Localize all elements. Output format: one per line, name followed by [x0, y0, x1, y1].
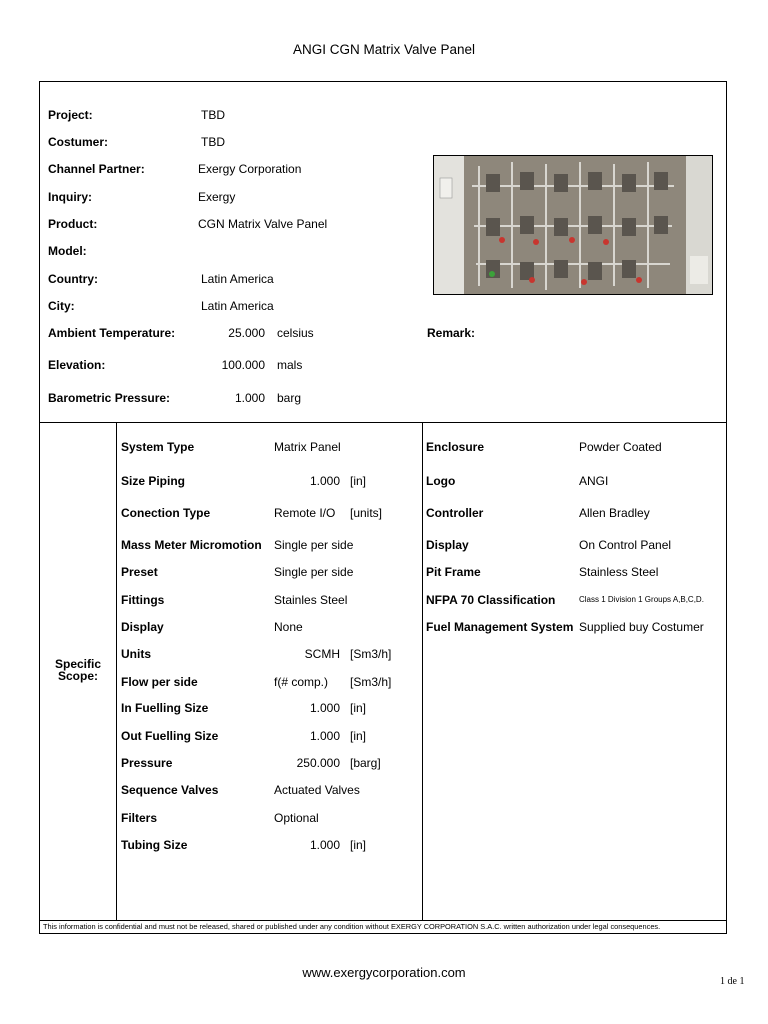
valve-panel-illustration — [434, 156, 713, 295]
scope-label-line1: Specific — [54, 657, 102, 671]
scope-right-label: NFPA 70 Classification — [426, 593, 556, 607]
page-number: 1 de 1 — [720, 976, 745, 987]
costumer-value: TBD — [201, 135, 225, 149]
scope-left-label: System Type — [121, 440, 195, 454]
scope-left-label: Tubing Size — [121, 838, 188, 852]
section-divider — [39, 422, 727, 423]
scope-left-value: 1.000 — [309, 838, 340, 852]
scope-left-label: Size Piping — [121, 474, 186, 488]
scope-left-value: Remote I/O — [274, 506, 336, 520]
project-value: TBD — [201, 108, 225, 122]
city-value: Latin America — [201, 299, 274, 313]
scope-left-value: f(# comp.) — [274, 675, 329, 689]
ambient-temperature-value: 25.000 — [228, 326, 265, 340]
scope-right-label: Controller — [426, 506, 484, 520]
scope-right-label: Pit Frame — [426, 565, 481, 579]
scope-left-unit: [Sm3/h] — [350, 675, 392, 689]
scope-column-divider — [116, 422, 117, 920]
ambient-temperature-label: Ambient Temperature: — [48, 326, 176, 340]
scope-left-value: Stainles Steel — [274, 593, 348, 607]
scope-left-label: Pressure — [121, 756, 173, 770]
scope-left-value: Matrix Panel — [274, 440, 341, 454]
ambient-temperature-unit: celsius — [277, 326, 314, 340]
model-label: Model: — [48, 244, 87, 258]
scope-left-label: Filters — [121, 811, 158, 825]
scope-right-label: Display — [426, 538, 469, 552]
scope-middle-divider — [422, 422, 423, 920]
scope-left-value: SCMH — [304, 647, 340, 661]
country-value: Latin America — [201, 272, 274, 286]
scope-right-label: Enclosure — [426, 440, 485, 454]
channel-partner-label: Channel Partner: — [48, 162, 145, 176]
elevation-label: Elevation: — [48, 358, 106, 372]
scope-left-label: Fittings — [121, 593, 165, 607]
product-photo — [433, 155, 713, 295]
barometric-pressure-label: Barometric Pressure: — [48, 391, 171, 405]
product-value: CGN Matrix Valve Panel — [198, 217, 328, 231]
scope-left-value: 250.000 — [296, 756, 340, 770]
scope-left-value: Single per side — [274, 538, 354, 552]
scope-left-unit: [Sm3/h] — [350, 647, 392, 661]
city-label: City: — [48, 299, 75, 313]
scope-left-label: Sequence Valves — [121, 783, 219, 797]
footer-divider — [39, 920, 727, 921]
scope-left-unit: [in] — [350, 701, 367, 715]
scope-left-value: None — [274, 620, 303, 634]
scope-right-value: Stainless Steel — [579, 565, 659, 579]
costumer-label: Costumer: — [48, 135, 109, 149]
remark-label: Remark: — [427, 326, 476, 340]
inquiry-value: Exergy — [198, 190, 236, 204]
scope-right-value: On Control Panel — [579, 538, 672, 552]
scope-left-label: Preset — [121, 565, 158, 579]
scope-left-value: Optional — [274, 811, 319, 825]
scope-left-label: Display — [121, 620, 164, 634]
scope-left-unit: [in] — [350, 474, 367, 488]
scope-right-value: Powder Coated — [579, 440, 662, 454]
country-label: Country: — [48, 272, 98, 286]
channel-partner-value: Exergy Corporation — [198, 162, 302, 176]
scope-right-value: Class 1 Division 1 Groups A,B,C,D. — [579, 595, 704, 604]
scope-left-label: Flow per side — [121, 675, 198, 689]
scope-left-value: Single per side — [274, 565, 354, 579]
scope-left-unit: [in] — [350, 729, 367, 743]
scope-right-value: Allen Bradley — [579, 506, 650, 520]
specific-scope-label — [40, 658, 116, 682]
project-label: Project: — [48, 108, 93, 122]
scope-left-label: Mass Meter Micromotion — [121, 538, 262, 552]
scope-left-label: Conection Type — [121, 506, 211, 520]
scope-label-line2: Scope: — [57, 669, 98, 683]
elevation-unit: mals — [277, 358, 303, 372]
scope-left-label: In Fuelling Size — [121, 701, 209, 715]
product-label: Product: — [48, 217, 98, 231]
confidentiality-note: This information is confidential and must not be released, shared or published under any condition without EXERGY CORPORATION S.A.C. written authorization under legal consequences. — [43, 922, 661, 931]
inquiry-label: Inquiry: — [48, 190, 92, 204]
page-title: ANGI CGN Matrix Valve Panel — [292, 42, 476, 57]
scope-left-unit: [barg] — [350, 756, 381, 770]
barometric-pressure-unit: barg — [277, 391, 302, 405]
scope-right-label: Logo — [426, 474, 456, 488]
elevation-value: 100.000 — [221, 358, 265, 372]
barometric-pressure-value: 1.000 — [234, 391, 265, 405]
scope-right-value: ANGI — [579, 474, 609, 488]
scope-left-label: Out Fuelling Size — [121, 729, 219, 743]
scope-left-value: 1.000 — [309, 474, 340, 488]
scope-left-value: 1.000 — [309, 701, 340, 715]
scope-right-value: Supplied buy Costumer — [579, 620, 704, 634]
scope-left-unit: [units] — [350, 506, 383, 520]
scope-left-value: 1.000 — [309, 729, 340, 743]
scope-left-value: Actuated Valves — [274, 783, 360, 797]
scope-right-label: Fuel Management System — [426, 620, 574, 634]
scope-left-label: Units — [121, 647, 151, 661]
website-link[interactable]: www.exergycorporation.com — [302, 965, 466, 980]
scope-left-unit: [in] — [350, 838, 367, 852]
